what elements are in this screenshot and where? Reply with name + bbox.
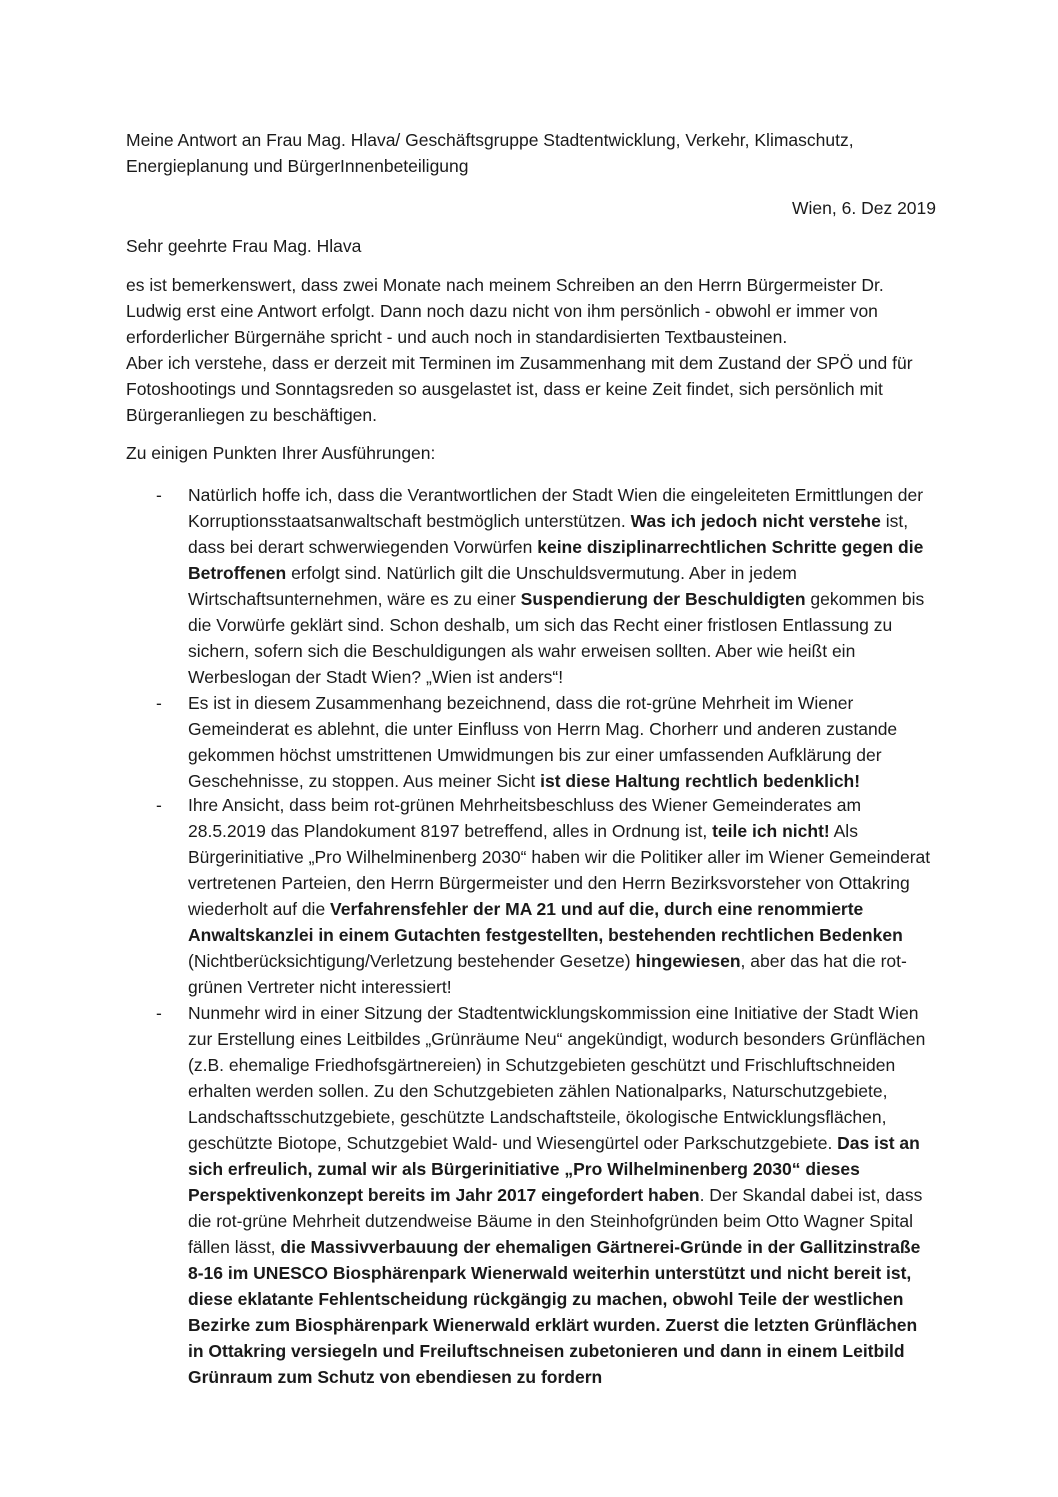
point-4-text: . Der Skandal dabei ist, dass die rot-grüne Mehrheit dutzendweise Bäume in den Steinhofgründen beim Otto Wagner Spital fällen lässt, <box>188 1185 923 1257</box>
bullet-dash: - <box>156 1003 162 1023</box>
letter-date: Wien, 6. Dez 2019 <box>792 198 936 218</box>
point-3-text: Als Bürgerinitiative „Pro Wilhelminenberg 2030“ haben wir die Politiker aller im Wiener Gemeinderat vertretenen Parteien, den Herrn Bürgermeister und den Herrn Bezirksvorsteher von Ottakring wiederholt auf die <box>188 821 931 919</box>
intro-paragraph-2: Aber ich verstehe, dass er derzeit mit Terminen im Zusammenhang mit dem Zustand der SPÖ und für Fotoshootings und Sonntagsreden so ausgelastet ist, dass er keine Zeit findet, sich persönlich mit Bürgeranliegen zu beschäftigen. <box>126 353 913 425</box>
point-2 <box>188 690 936 794</box>
bullet-dash: - <box>156 485 162 505</box>
salutation: Sehr geehrte Frau Mag. Hlava <box>126 236 362 256</box>
point-2-text: Es ist in diesem Zusammenhang bezeichnend, dass die rot-grüne Mehrheit im Wiener Gemeinderat es ablehnt, die unter Einfluss von Herrn Mag. Chorherr und anderen zustande gekommen höchst umstrittenen Umwidmungen bis zur einer umfassenden Aufklärung der Geschehnisse, zu stoppen. Aus meiner Sicht <box>188 693 898 791</box>
point-3-text: Ihre Ansicht, dass beim rot-grünen Mehrheitsbeschluss des Wiener Gemeinderates am 28.5.2019 das Plandokument 8197 betreffend, alles in Ordnung ist, <box>188 795 862 841</box>
point-1-text: gekommen bis die Vorwürfe geklärt sind. Schon deshalb, um sich das Recht einer fristlosen Entlassung zu sichern, sofern sich die Beschuldigungen als wahr erweisen sollten. Aber wie heißt ein Werbeslogan der Stadt Wien? „Wien ist anders“! <box>188 589 925 687</box>
bullet-dash: - <box>156 693 162 713</box>
points-intro: Zu einigen Punkten Ihrer Ausführungen: <box>126 443 436 463</box>
point-3-emphasis: teile ich nicht! <box>712 821 830 841</box>
point-1-text: erfolgt sind. Natürlich gilt die Unschuldsvermutung. Aber in jedem Wirtschaftsunternehmen, wäre es zu einer <box>188 563 797 609</box>
point-4-text: Nunmehr wird in einer Sitzung der Stadtentwicklungskommission eine Initiative der Stadt Wien zur Erstellung eines Leitbildes „Grünräume Neu“ angekündigt, wodurch besonders Grünflächen (z.B. ehemalige Friedhofsgärtnereien) in Schutzgebieten geschützt und Frischluftschneiden erhalten werden sollen. Zu den Schutzgebieten zählen Nationalparks, Naturschutzgebiete, Landschaftsschutzgebiete, geschützte Landschaftsteile, ökologische Entwicklungsflächen, geschützte Biotope, Schutzgebiet Wald- und Wiesengürtel oder Parkschutzgebiete. <box>188 1003 926 1153</box>
point-3-emphasis: Verfahrensfehler der MA 21 und auf die, durch eine renommierte Anwaltskanzlei in einem Gutachten festgestellten, bestehenden rechtlichen Bedenken <box>188 899 903 945</box>
point-1-emphasis: Was ich jedoch nicht verstehe <box>630 511 881 531</box>
point-4-emphasis: Das ist an sich erfreulich, zumal wir als Bürgerinitiative „Pro Wilhelminenberg 2030“ dieses Perspektivenkonzept bereits im Jahr 2017 eingefordert haben <box>188 1133 920 1205</box>
point-3-emphasis: hingewiesen <box>635 951 741 971</box>
point-1-text: Natürlich hoffe ich, dass die Verantwortlichen der Stadt Wien die eingeleiteten Ermittlungen der Korruptionsstaatsanwaltschaft bestmöglich unterstützen. <box>188 485 924 531</box>
point-1-emphasis: keine disziplinarrechtlichen Schritte gegen die Betroffenen <box>188 537 924 583</box>
point-3-text: , aber das hat die rot-grünen Vertreter nicht interessiert! <box>188 951 907 997</box>
letter-heading: Meine Antwort an Frau Mag. Hlava/ Geschäftsgruppe Stadtentwicklung, Verkehr, Klimaschutz, Energieplanung und BürgerInnenbeteiligung <box>126 130 854 176</box>
point-3-text: (Nichtberücksichtigung/Verletzung bestehender Gesetze) <box>188 951 636 971</box>
point-1 <box>188 482 936 690</box>
point-1-emphasis: Suspendierung der Beschuldigten <box>520 589 806 609</box>
point-4-emphasis: die Massivverbauung der ehemaligen Gärtnerei-Gründe in der Gallitzinstraße 8-16 im UNESCO Biosphärenpark Wienerwald weiterhin unterstützt und nicht bereit ist, diese eklatante Fehlentscheidung rückgängig zu machen, obwohl Teile der westlichen Bezirke zum Biosphärenpark Wienerwald erklärt wurden. Zuerst die letzten Grünflächen in Ottakring versiegeln und Freiluftschneisen zubetonieren und dann in einem Leitbild Grünraum zum Schutz von ebendiesen zu fordern <box>188 1237 921 1387</box>
bullet-dash: - <box>156 795 162 815</box>
point-2-emphasis: ist diese Haltung rechtlich bedenklich! <box>540 771 861 791</box>
point-4 <box>188 1000 936 1390</box>
intro-paragraph-1: es ist bemerkenswert, dass zwei Monate nach meinem Schreiben an den Herrn Bürgermeister Dr. Ludwig erst eine Antwort erfolgt. Dann noch dazu nicht von ihm persönlich - obwohl er immer von erforderlicher Bürgernähe spricht - und auch noch in standardisierten Textbausteinen. <box>126 275 884 347</box>
point-1-text: ist, dass bei derart schwerwiegenden Vorwürfen <box>188 511 909 557</box>
point-3 <box>188 792 936 1000</box>
